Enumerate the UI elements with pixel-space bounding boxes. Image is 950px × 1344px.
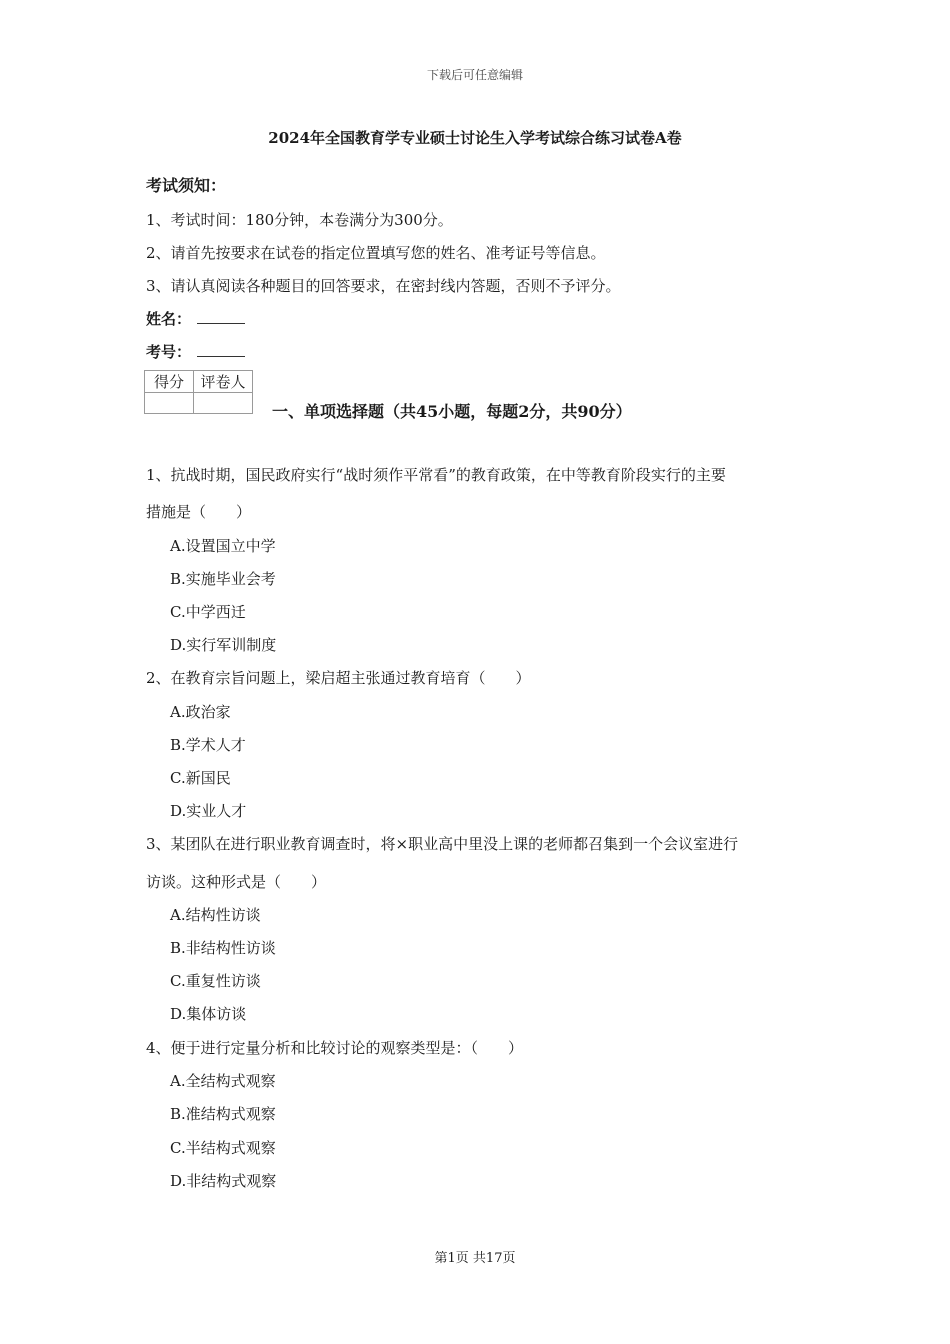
question-2-text: 2、在教育宗旨问题上，梁启超主张通过教育培育（ ） [146, 669, 531, 687]
page-header-note: 下载后可任意编辑 [426, 68, 523, 82]
notice-item: 1、考试时间：180分钟，本卷满分为300分。 [146, 211, 453, 229]
grader-header: 评卷人 [194, 371, 253, 393]
name-field [146, 308, 245, 329]
question-2-option-a: A.政治家 [170, 703, 231, 721]
question-1-option-b: B.实施毕业会考 [170, 570, 276, 588]
id-blank[interactable] [197, 342, 245, 357]
question-1-text-cont: 措施是（ ） [146, 503, 252, 521]
question-4-option-b: B.准结构式观察 [170, 1105, 276, 1123]
question-4-text: 4、便于进行定量分析和比较讨论的观察类型是：（ ） [146, 1039, 524, 1057]
name-blank[interactable] [197, 309, 245, 324]
question-2-option-c: C.新国民 [170, 769, 231, 787]
score-header: 得分 [145, 371, 194, 393]
question-3-option-b: B.非结构性访谈 [170, 939, 276, 957]
question-3-option-c: C.重复性访谈 [170, 972, 261, 990]
question-1-option-a: A.设置国立中学 [170, 537, 276, 555]
question-1-text: 1、抗战时期，国民政府实行“战时须作平常看”的教育政策，在中等教育阶段实行的主要 [146, 466, 726, 484]
question-2-option-b: B.学术人才 [170, 736, 246, 754]
name-label: 姓名： [146, 310, 192, 328]
section-title: 一、单项选择题（共45小题，每题2分，共90分） [272, 402, 632, 421]
question-4-option-d: D.非结构式观察 [170, 1172, 277, 1190]
score-cell[interactable] [145, 393, 194, 414]
notice-heading: 考试须知： [146, 176, 227, 195]
question-3-option-d: D.集体访谈 [170, 1005, 247, 1023]
question-2-option-d: D.实业人才 [170, 802, 247, 820]
question-1-option-c: C.中学西迁 [170, 603, 246, 621]
grader-cell[interactable] [194, 393, 253, 414]
question-4-option-c: C.半结构式观察 [170, 1139, 276, 1157]
score-table [144, 370, 253, 414]
id-field [146, 341, 245, 362]
question-4-option-a: A.全结构式观察 [170, 1072, 276, 1090]
page-number: 第1页 共17页 [434, 1251, 516, 1266]
notice-item: 3、请认真阅读各种题目的回答要求，在密封线内答题，否则不予评分。 [146, 277, 621, 295]
question-1-option-d: D.实行军训制度 [170, 636, 277, 654]
question-3-text-cont: 访谈。这种形式是（ ） [146, 873, 327, 891]
id-label: 考号： [146, 343, 192, 361]
exam-title: 2024年全国教育学专业硕士讨论生入学考试综合练习试卷A卷 [268, 129, 682, 147]
notice-item: 2、请首先按要求在试卷的指定位置填写您的姓名、准考证号等信息。 [146, 244, 606, 262]
question-3-option-a: A.结构性访谈 [170, 906, 261, 924]
question-3-text: 3、某团队在进行职业教育调查时，将×职业高中里没上课的老师都召集到一个会议室进行 [146, 835, 739, 853]
